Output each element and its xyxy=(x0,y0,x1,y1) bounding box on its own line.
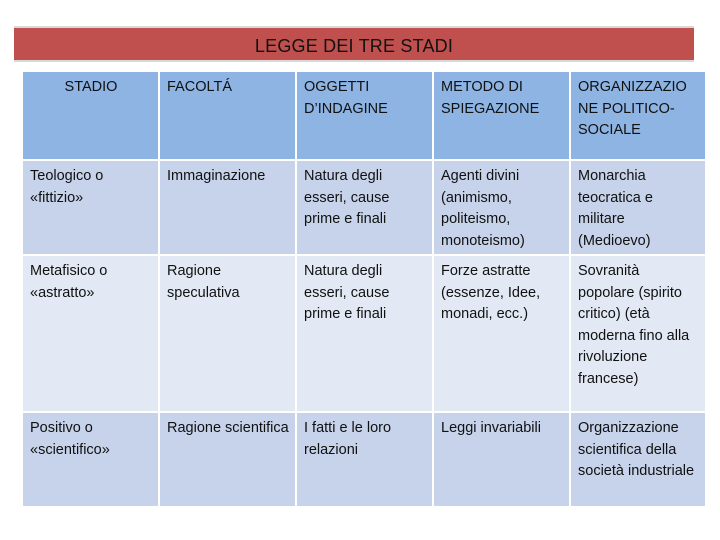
cell-metodo: Leggi invariabili xyxy=(433,412,570,507)
cell-metodo: Agenti divini (animismo, politeismo, monoteismo) xyxy=(433,160,570,255)
cell-stadio: Metafisico o «astratto» xyxy=(22,255,159,412)
title-banner xyxy=(14,26,694,62)
cell-facolta: Immaginazione xyxy=(159,160,296,255)
cell-oggetti: I fatti e le loro relazioni xyxy=(296,412,433,507)
header-organizzazione: ORGANIZZAZIO NE POLITICO-SOCIALE xyxy=(570,71,706,160)
header-stadio: STADIO xyxy=(22,71,159,160)
cell-organizzazione: Monarchia teocratica e militare (Medioevo) xyxy=(570,160,706,255)
cell-stadio: Positivo o «scientifico» xyxy=(22,412,159,507)
header-oggetti: OGGETTI D’INDAGINE xyxy=(296,71,433,160)
cell-stadio: Teologico o «fittizio» xyxy=(22,160,159,255)
table-row xyxy=(22,160,706,255)
cell-oggetti: Natura degli esseri, cause prime e finali xyxy=(296,160,433,255)
table-row xyxy=(22,412,706,507)
three-stages-table xyxy=(21,70,707,508)
table-row xyxy=(22,255,706,412)
cell-metodo: Forze astratte (essenze, Idee, monadi, ecc.) xyxy=(433,255,570,412)
cell-organizzazione: Sovranità popolare (spirito critico) (età moderna fino alla rivoluzione francese) xyxy=(570,255,706,412)
header-metodo: METODO DI SPIEGAZIONE xyxy=(433,71,570,160)
cell-facolta: Ragione scientifica xyxy=(159,412,296,507)
header-facolta: FACOLTÁ xyxy=(159,71,296,160)
page-title: LEGGE DEI TRE STADI xyxy=(254,35,454,56)
cell-facolta: Ragione speculativa xyxy=(159,255,296,412)
cell-organizzazione: Organizzazione scientifica della società industriale xyxy=(570,412,706,507)
table-header-row xyxy=(22,71,706,160)
cell-oggetti: Natura degli esseri, cause prime e finali xyxy=(296,255,433,412)
